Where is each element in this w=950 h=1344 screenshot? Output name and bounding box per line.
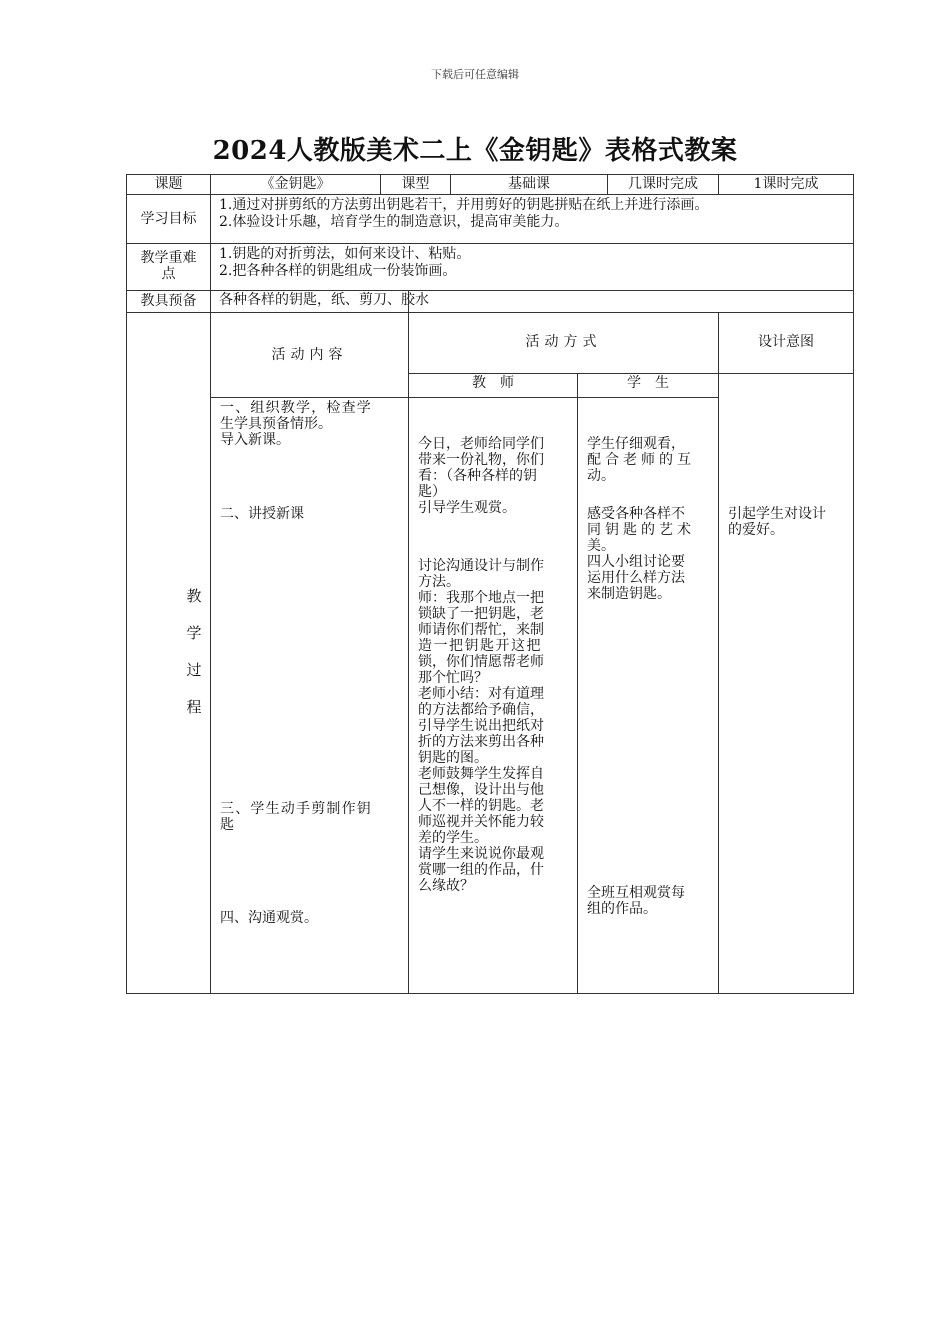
objectives-label: 学习目标 bbox=[140, 211, 197, 227]
process-label bbox=[184, 578, 204, 726]
row-divider bbox=[126, 243, 854, 244]
table-border-right bbox=[853, 174, 854, 994]
design-intent-header: 设计意图 bbox=[758, 334, 814, 350]
type-value: 基础课 bbox=[508, 176, 550, 192]
text-line: 老师鼓舞学生发挥自 bbox=[418, 766, 544, 782]
label-column-divider bbox=[210, 174, 211, 994]
design-intent bbox=[728, 506, 850, 538]
text-line: 同钥匙的艺术 bbox=[587, 522, 695, 538]
student-header: 学 生 bbox=[627, 375, 669, 391]
text-line: 折的方法来剪出各种 bbox=[418, 734, 544, 750]
text-line: 师巡视并关怀能力较 bbox=[418, 814, 544, 830]
text-line: 差的学生。 bbox=[418, 830, 488, 846]
text-line: 四人小组讨论要 bbox=[587, 554, 685, 570]
key-points-label-line: 教学重难 bbox=[140, 250, 197, 266]
text-line: 学生仔细观看， bbox=[587, 436, 685, 452]
text-line: 师：我那个地点一把 bbox=[418, 590, 544, 606]
process-label-char: 学 bbox=[186, 624, 202, 642]
row-divider bbox=[126, 194, 854, 195]
process-label-char: 过 bbox=[186, 661, 202, 679]
text-line: 引导学生观赏。 bbox=[418, 500, 516, 516]
text-line: 配合老师的互 bbox=[587, 452, 695, 468]
process-label-char: 程 bbox=[186, 698, 202, 716]
text-line: 一、组织教学，检查学 bbox=[220, 400, 372, 416]
text-line: 引导学生说出把纸对 bbox=[418, 718, 544, 734]
table-border-top bbox=[126, 174, 854, 175]
text-line: 方法。 bbox=[418, 574, 460, 590]
text-line: 老师小结：对有道理 bbox=[418, 686, 544, 702]
text-line: 带来一份礼物，你们 bbox=[418, 452, 544, 468]
text-line: 组的作品。 bbox=[587, 901, 657, 917]
process-label-char: 教 bbox=[186, 587, 202, 605]
text-line: 的爱好。 bbox=[728, 522, 784, 538]
text-line: 匙 bbox=[220, 817, 234, 833]
table-border-bottom bbox=[126, 993, 854, 994]
text-line: 的方法都给予确信， bbox=[418, 702, 544, 718]
text-line: 感受各种各样不 bbox=[587, 506, 685, 522]
course-label: 课题 bbox=[154, 176, 183, 192]
text-line: 导入新课。 bbox=[220, 432, 290, 448]
text-line: 三、学生动手剪制作钥 bbox=[220, 801, 372, 817]
row-divider bbox=[126, 290, 854, 291]
text-line: 请学生来说说你最观 bbox=[418, 846, 544, 862]
text-line: 引起学生对设计 bbox=[728, 506, 826, 522]
teacher-paragraph-1 bbox=[418, 436, 572, 516]
activity-step-4: 四、沟通观赏。 bbox=[220, 910, 318, 926]
teacher-header: 教 师 bbox=[472, 375, 514, 391]
header-note: 下载后可任意编辑 bbox=[431, 68, 519, 81]
text-line: 钥匙的图。 bbox=[418, 750, 488, 766]
text-line: 锁，你们情愿帮老师 bbox=[418, 654, 544, 670]
student-paragraph-2 bbox=[587, 506, 713, 602]
activity-content-header: 活动内容 bbox=[271, 347, 348, 363]
type-label: 课型 bbox=[401, 176, 430, 192]
duration-label: 几课时完成 bbox=[628, 176, 698, 192]
key-points-label bbox=[127, 250, 210, 282]
duration-value: 1课时完成 bbox=[753, 176, 819, 192]
text-line: 看：（各种各样的钥 bbox=[418, 468, 537, 484]
teacher-student-divider bbox=[577, 373, 578, 993]
key-point-item: 1.钥匙的对折剪法，如何来设计、粘贴。 bbox=[219, 246, 471, 262]
text-line: 美。 bbox=[587, 538, 615, 554]
activity-column-divider bbox=[408, 290, 409, 993]
text-line: 么缘故？ bbox=[418, 878, 474, 894]
student-paragraph-1 bbox=[587, 436, 713, 484]
text-line: 今日，老师给同学们 bbox=[418, 436, 544, 452]
subheader-bottom-divider bbox=[210, 397, 718, 398]
text-line: 人不一样的钥匙。老 bbox=[418, 798, 544, 814]
materials-label: 教具预备 bbox=[140, 293, 197, 309]
objective-item: 1.通过对拼剪纸的方法剪出钥匙若干，并用剪好的钥匙拼贴在纸上并进行添画。 bbox=[219, 197, 709, 213]
text-line: 师请你们帮忙，来制 bbox=[418, 622, 544, 638]
text-line: 动。 bbox=[587, 468, 615, 484]
text-line: 来制造钥匙。 bbox=[587, 586, 671, 602]
course-value: 《金钥匙》 bbox=[260, 176, 331, 192]
text-line: 运用什么样方法 bbox=[587, 570, 685, 586]
teacher-paragraph-2 bbox=[418, 558, 572, 894]
text-line: 己想像，设计出与他 bbox=[418, 782, 544, 798]
text-line: 锁缺了一把钥匙，老 bbox=[418, 606, 544, 622]
key-point-item: 2.把各种各样的钥匙组成一份装饰画。 bbox=[219, 263, 457, 279]
objective-item: 2.体验设计乐趣，培育学生的制造意识，提高审美能力。 bbox=[219, 214, 569, 230]
activity-step-1 bbox=[220, 400, 402, 448]
design-column-divider bbox=[718, 312, 719, 993]
text-line: 全班互相观赏每 bbox=[587, 885, 685, 901]
text-line: 匙） bbox=[418, 484, 446, 500]
activity-method-header: 活动方式 bbox=[525, 334, 602, 350]
activity-step-2: 二、讲授新课 bbox=[220, 506, 304, 522]
text-line: 赏哪一组的作品，什 bbox=[418, 862, 544, 878]
key-points-label-line: 点 bbox=[161, 266, 176, 282]
text-line: 讨论沟通设计与制作 bbox=[418, 558, 544, 574]
materials-value: 各种各样的钥匙，纸、剪刀、胶水 bbox=[219, 292, 429, 308]
text-line: 造一把钥匙开这把 bbox=[418, 638, 542, 654]
row-divider bbox=[126, 312, 854, 313]
text-line: 那个忙吗？ bbox=[418, 670, 488, 686]
activity-step-3 bbox=[220, 801, 402, 833]
student-paragraph-3 bbox=[587, 885, 713, 917]
page-title: 2024人教版美术二上《金钥匙》表格式教案 bbox=[212, 136, 738, 166]
method-subheader-divider bbox=[408, 373, 854, 374]
text-line: 生学具预备情形。 bbox=[220, 416, 332, 432]
